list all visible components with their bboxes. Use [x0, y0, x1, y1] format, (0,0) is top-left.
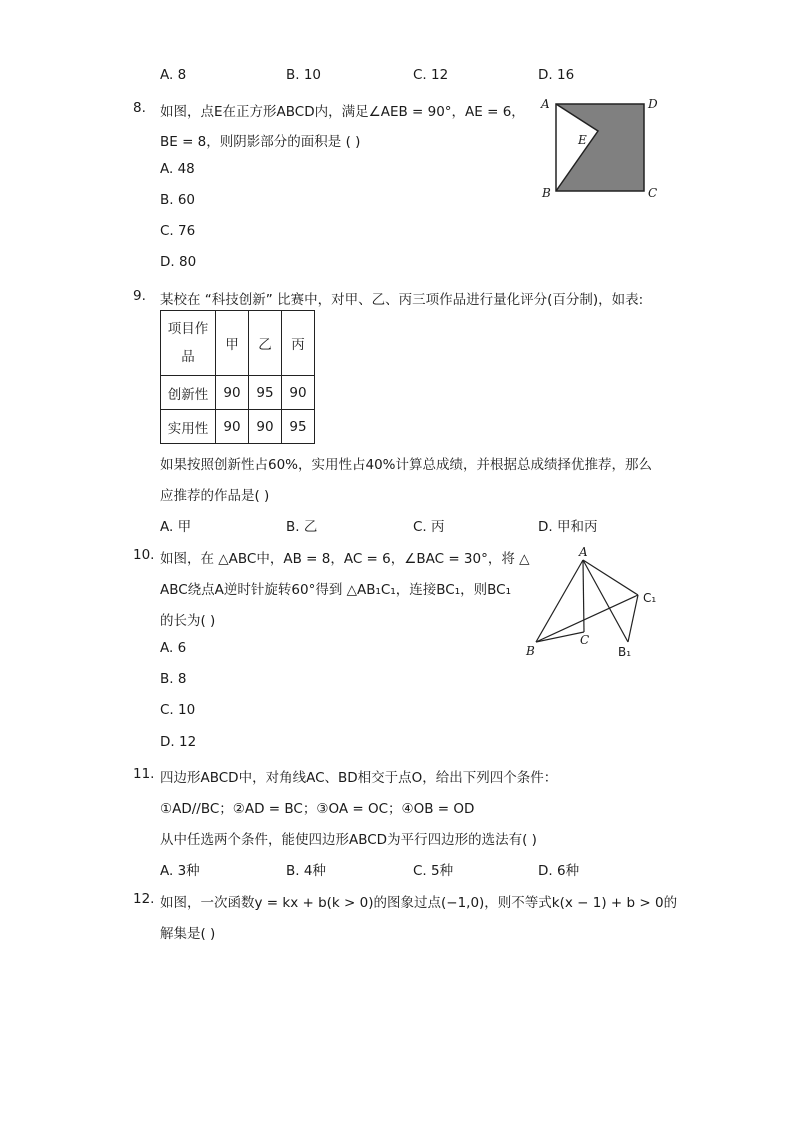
q8-shaded-region — [556, 104, 644, 191]
q11-stem-line1: 四边形ABCD中，对角线AC、BD相交于点O，给出下列四个条件： — [160, 770, 558, 786]
q9-col-header: 甲 — [216, 311, 249, 376]
q7-option-c: C. 12 — [413, 67, 449, 83]
q9-cell: 90 — [249, 410, 282, 444]
q9-option-a: A. 甲 — [160, 519, 192, 535]
q9-corner-top: 项目作 — [167, 321, 209, 337]
q9-score-table — [160, 310, 315, 444]
q9-cell: 90 — [216, 376, 249, 410]
q12-number: 12. — [133, 891, 155, 907]
q8-square-figure — [536, 94, 666, 204]
q8-stem-line1: 如图，点E在正方形ABCD内，满足∠AEB = 90°，AE = 6， — [160, 104, 525, 120]
q11-option-d: D. 6种 — [538, 863, 580, 879]
table-row — [161, 410, 315, 444]
q10-label-a: A — [579, 545, 588, 559]
q8-option-b: B. 60 — [160, 192, 196, 208]
q9-row-label: 实用性 — [161, 410, 216, 444]
q8-label-d: D — [648, 97, 658, 111]
q7-option-d: D. 16 — [538, 67, 575, 83]
q10-label-b1: B₁ — [618, 645, 632, 659]
q8-option-d: D. 80 — [160, 254, 197, 270]
q10-stem-line2: ABC绕点A逆时针旋转60°得到 △AB₁C₁，连接BC₁，则BC₁ — [160, 582, 511, 598]
q11-option-c: C. 5种 — [413, 863, 454, 879]
q11-option-b: B. 4种 — [286, 863, 326, 879]
q10-label-c: C — [580, 633, 590, 647]
q11-conditions: ①AD//BC；②AD = BC；③OA = OC；④OB = OD — [160, 801, 475, 817]
q10-segment-ab — [536, 560, 583, 642]
q10-rotation-figure — [520, 545, 665, 665]
q10-segment-ab1 — [583, 560, 628, 642]
q9-row-label: 创新性 — [161, 376, 216, 410]
q10-option-b: B. 8 — [160, 671, 187, 687]
q9-stem-line3: 应推荐的作品是( ) — [160, 488, 270, 504]
q9-stem-line2: 如果按照创新性占60%，实用性占40%计算总成绩，并根据总成绩择优推荐，那么 — [160, 457, 653, 473]
q10-stem-line1: 如图，在 △ABC中，AB = 8，AC = 6，∠BAC = 30°，将 △ — [160, 551, 530, 567]
q10-segment-b1c1 — [628, 595, 638, 642]
table-row — [161, 376, 315, 410]
q10-segment-bc — [536, 632, 584, 642]
q9-corner-bottom: 品 — [181, 349, 195, 365]
q9-col-header: 丙 — [282, 311, 315, 376]
q10-segment-ac — [583, 560, 584, 632]
q9-option-c: C. 丙 — [413, 519, 445, 535]
q9-cell: 90 — [216, 410, 249, 444]
q10-option-c: C. 10 — [160, 702, 196, 718]
q8-option-a: A. 48 — [160, 161, 195, 177]
q7-option-a: A. 8 — [160, 67, 187, 83]
q9-option-d: D. 甲和丙 — [538, 519, 598, 535]
q9-stem-line1: 某校在 “科技创新” 比赛中，对甲、乙、丙三项作品进行量化评分(百分制)，如表: — [160, 292, 644, 308]
q8-number: 8. — [133, 100, 146, 116]
q10-label-b: B — [526, 644, 535, 658]
q9-col-header: 乙 — [249, 311, 282, 376]
q12-stem-line2: 解集是( ) — [160, 926, 216, 942]
q8-option-c: C. 76 — [160, 223, 196, 239]
q9-option-b: B. 乙 — [286, 519, 318, 535]
q9-cell: 95 — [282, 410, 315, 444]
q9-table-corner — [161, 311, 216, 376]
q11-option-a: A. 3种 — [160, 863, 200, 879]
q12-stem-line1: 如图，一次函数y = kx + b(k > 0)的图象过点(−1,0)，则不等式k(x − 1) + b > 0的 — [160, 895, 678, 911]
q8-label-a: A — [541, 97, 550, 111]
q11-stem-line3: 从中任选两个条件，能使四边形ABCD为平行四边形的选法有( ) — [160, 832, 537, 848]
q10-option-a: A. 6 — [160, 640, 187, 656]
q8-label-b: B — [542, 186, 551, 200]
q10-number: 10. — [133, 547, 155, 563]
q10-segment-ac1 — [583, 560, 638, 595]
q8-label-c: C — [648, 186, 658, 200]
q10-label-c1: C₁ — [643, 591, 657, 605]
q10-stem-line3: 的长为( ) — [160, 613, 216, 629]
q8-stem-line2: BE = 8，则阴影部分的面积是 ( ) — [160, 134, 361, 150]
q9-cell: 95 — [249, 376, 282, 410]
q8-label-e: E — [578, 133, 587, 147]
q9-number: 9. — [133, 288, 146, 304]
q10-option-d: D. 12 — [160, 734, 197, 750]
q11-number: 11. — [133, 766, 155, 782]
q9-cell: 90 — [282, 376, 315, 410]
q7-option-b: B. 10 — [286, 67, 322, 83]
